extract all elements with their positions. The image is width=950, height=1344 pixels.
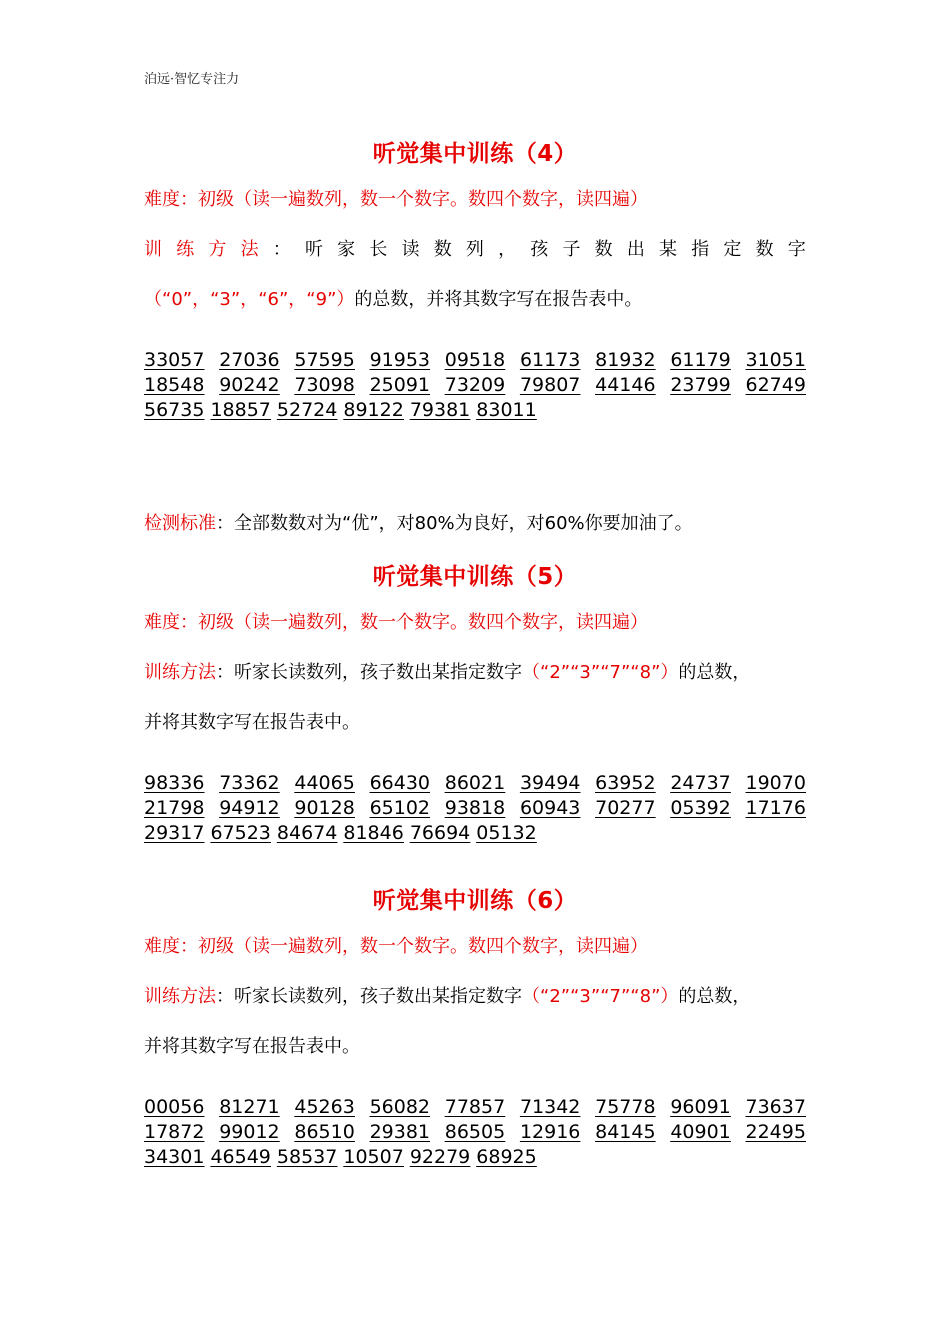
method-line-2	[144, 288, 806, 312]
method-char: 字	[787, 239, 806, 260]
method-line	[144, 985, 806, 1009]
number-group: 29317	[144, 822, 205, 844]
number-sequence	[144, 771, 806, 846]
number-group: 56082	[369, 1096, 431, 1118]
method-char: 数	[755, 239, 774, 260]
number-group: 92279	[409, 1146, 471, 1168]
number-group: 66430	[369, 772, 431, 794]
number-group: 60943	[519, 797, 581, 819]
number-group: 23799	[670, 374, 731, 396]
number-group: 21798	[144, 797, 205, 819]
number-group: 19070	[745, 772, 806, 794]
target-digits: （“0”，“3”，“6”，“9”）	[144, 289, 355, 310]
method-char: 出	[626, 239, 645, 260]
number-row	[144, 348, 806, 373]
method-char: 定	[723, 239, 742, 260]
method-text: ：听家长读数列，孩子数出某指定数字	[216, 986, 522, 1007]
method-tail: 的总数，	[678, 986, 751, 1007]
number-group: 90128	[294, 797, 355, 819]
criteria-text: ：全部数数对为“优”，对80%为良好，对60%你要加油了。	[216, 513, 693, 534]
method-char: 训	[144, 239, 162, 260]
number-group: 18857	[210, 399, 271, 421]
method-char: 子	[562, 239, 581, 260]
number-group: 05392	[670, 797, 731, 819]
method-char: ，	[498, 239, 517, 260]
number-group: 81271	[219, 1096, 280, 1118]
number-group: 70277	[595, 797, 656, 819]
number-group: 73209	[444, 374, 506, 396]
number-group: 17872	[144, 1121, 205, 1143]
difficulty-line: 难度：初级（读一遍数列，数一个数字。数四个数字，读四遍）	[144, 936, 648, 957]
number-row	[144, 398, 806, 423]
difficulty-line: 难度：初级（读一遍数列，数一个数字。数四个数字，读四遍）	[144, 612, 648, 633]
number-group: 61173	[519, 349, 581, 371]
number-group: 81846	[343, 822, 404, 844]
number-group: 79807	[519, 374, 581, 396]
number-group: 86510	[294, 1121, 355, 1143]
number-group: 93818	[444, 797, 506, 819]
number-sequence	[144, 1095, 806, 1170]
number-group: 57595	[294, 349, 355, 371]
number-group: 98336	[144, 772, 205, 794]
number-group: 73637	[745, 1096, 806, 1118]
section-title: 听觉集中训练（5）	[372, 564, 578, 590]
method-char: 列	[465, 239, 484, 260]
section-title: 听觉集中训练（4）	[372, 141, 578, 167]
section-title: 听觉集中训练（6）	[372, 888, 578, 914]
number-group: 34301	[144, 1146, 205, 1168]
number-group: 39494	[519, 772, 581, 794]
number-group: 44146	[595, 374, 656, 396]
number-group: 46549	[210, 1146, 271, 1168]
number-group: 99012	[219, 1121, 280, 1143]
method-char: 练	[176, 239, 195, 260]
number-group: 90242	[219, 374, 280, 396]
number-group: 00056	[144, 1096, 205, 1118]
target-digits: （“2”“3”“7”“8”）	[522, 986, 679, 1007]
criteria-line	[144, 512, 806, 536]
number-group: 17176	[745, 797, 806, 819]
number-row	[144, 1120, 806, 1145]
method-char: 孩	[530, 239, 549, 260]
number-group: 65102	[369, 797, 431, 819]
number-group: 79381	[409, 399, 471, 421]
number-group: 77857	[444, 1096, 506, 1118]
method-char: ：	[272, 239, 291, 260]
number-group: 81932	[595, 349, 656, 371]
method-char: 长	[369, 239, 388, 260]
number-group: 56735	[144, 399, 205, 421]
number-row	[144, 373, 806, 398]
method-line-2: 并将其数字写在报告表中。	[144, 1036, 360, 1057]
number-group: 31051	[745, 349, 806, 371]
method-char: 法	[240, 239, 259, 260]
number-group: 84145	[595, 1121, 656, 1143]
number-group: 18548	[144, 374, 205, 396]
number-row	[144, 1095, 806, 1120]
number-group: 33057	[144, 349, 205, 371]
number-group: 45263	[294, 1096, 355, 1118]
method-char: 听	[304, 239, 323, 260]
number-row	[144, 821, 806, 846]
number-group: 94912	[219, 797, 280, 819]
number-group: 75778	[595, 1096, 656, 1118]
number-row	[144, 796, 806, 821]
number-group: 09518	[444, 349, 506, 371]
method-char: 指	[691, 239, 710, 260]
number-group: 61179	[670, 349, 731, 371]
number-row	[144, 771, 806, 796]
number-group: 86021	[444, 772, 506, 794]
method-label: 训练方法	[144, 986, 216, 1007]
number-group: 73362	[219, 772, 280, 794]
page-header: 泊远·智忆专注力	[144, 72, 240, 87]
method-line	[144, 661, 806, 685]
method-tail: 的总数，	[678, 662, 751, 683]
method-line	[144, 238, 806, 262]
difficulty-line: 难度：初级（读一遍数列，数一个数字。数四个数字，读四遍）	[144, 189, 648, 210]
number-group: 12916	[519, 1121, 581, 1143]
number-group: 73098	[294, 374, 355, 396]
method-char: 数	[594, 239, 613, 260]
number-group: 89122	[343, 399, 404, 421]
number-group: 05132	[476, 822, 537, 844]
number-group: 91953	[369, 349, 431, 371]
number-group: 96091	[670, 1096, 731, 1118]
number-group: 62749	[745, 374, 806, 396]
number-group: 58537	[276, 1146, 338, 1168]
number-group: 27036	[219, 349, 280, 371]
number-group: 24737	[670, 772, 731, 794]
method-char: 数	[433, 239, 452, 260]
method-char: 家	[337, 239, 356, 260]
number-group: 22495	[745, 1121, 806, 1143]
number-group: 44065	[294, 772, 355, 794]
number-group: 63952	[595, 772, 656, 794]
number-group: 67523	[210, 822, 271, 844]
number-group: 71342	[519, 1096, 581, 1118]
number-group: 76694	[409, 822, 471, 844]
method-line-2: 并将其数字写在报告表中。	[144, 712, 360, 733]
number-group: 83011	[476, 399, 537, 421]
method-tail: 的总数，并将其数字写在报告表中。	[354, 289, 643, 310]
number-sequence	[144, 348, 806, 423]
method-char: 某	[659, 239, 677, 260]
method-char: 方	[208, 239, 227, 260]
method-label: 训练方法	[144, 662, 216, 683]
number-group: 25091	[369, 374, 431, 396]
number-group: 10507	[343, 1146, 404, 1168]
criteria-label: 检测标准	[144, 513, 216, 534]
number-group: 40901	[670, 1121, 731, 1143]
method-text: ：听家长读数列，孩子数出某指定数字	[216, 662, 522, 683]
number-row	[144, 1145, 806, 1170]
number-group: 68925	[476, 1146, 537, 1168]
number-group: 84674	[276, 822, 338, 844]
number-group: 29381	[369, 1121, 431, 1143]
number-group: 52724	[276, 399, 338, 421]
target-digits: （“2”“3”“7”“8”）	[522, 662, 679, 683]
method-char: 读	[401, 239, 420, 260]
number-group: 86505	[444, 1121, 506, 1143]
